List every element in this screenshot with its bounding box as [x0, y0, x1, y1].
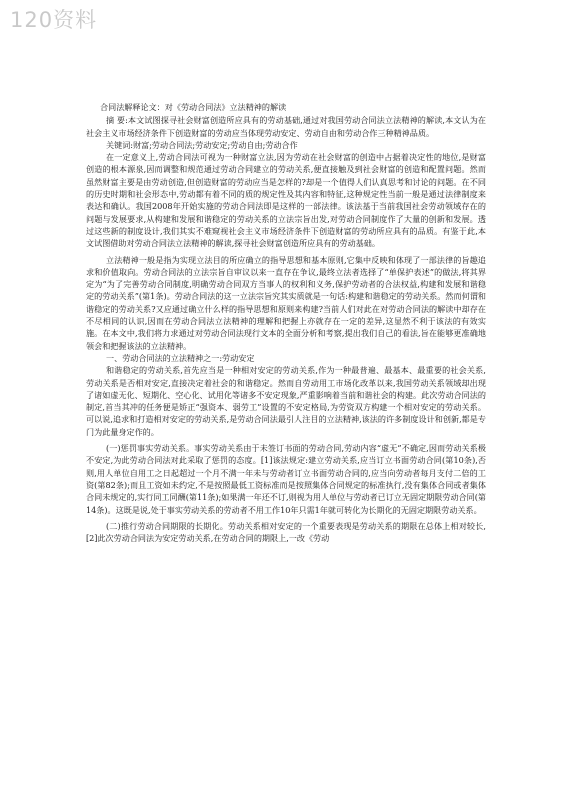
- section-heading: 一、劳动合同法的立法精神之一:劳动安定: [106, 352, 255, 363]
- document-page: [86, 101, 486, 544]
- watermark: 120资料: [10, 8, 98, 32]
- keywords: 关键词:财富;劳动合同法;劳动安定;劳动自由;劳动合作: [106, 139, 298, 150]
- body-paragraph: (二)推行劳动合同期限的长期化。劳动关系相对安定的一个重要表现是劳动关系的期限在总体上相对较长,[2]此次劳动合同法为安定劳动关系,在劳动合同的期限上,一改《劳动: [86, 520, 486, 544]
- article-title: 合同法解释论文：对《劳动合同法》立法精神的解读: [100, 102, 287, 112]
- body-paragraph: 和谐稳定的劳动关系,首先应当是一种相对安定的劳动关系,作为一种最普遍、最基本、最重要的社会关系,劳动关系是否相对安定,直接决定着社会的和谐稳定。然而自劳动用工市场化改革以来,我国劳动关系领域却出现了诸如虚无化、短期化、空心化、试用化等诸多不安定现象,严重影响着当前和谐社会的构建。此次劳动合同法的制定,首当其冲的任务便是矫正“强资本、弱劳工”设置的不安定格局,为劳资双方构建一个相对安定的劳动关系。可以说,追求和打造相对安定的劳动关系,是劳动合同法最引人注目的立法精神,该法的许多制度设计和创新,都是专门为此量身定作的。: [86, 365, 486, 437]
- body-paragraph: 立法精神一般是指为实现立法目的所应确立的指导思想和基本原则,它集中反映和体现了一部法律的旨趣追求和价值取向。劳动合同法的立法宗旨自审议以来一直存在争议,最终立法者选择了“单保护表述”的做法,将其界定为“为了完善劳动合同制度,明确劳动合同双方当事人的权利和义务,保护劳动者的合法权益,构建和发展和谐稳定的劳动关系”(第1条)。劳动合同法的这一立法宗旨究其实质就是一句话:构建和谐稳定的劳动关系。然而何谓和谐稳定的劳动关系?又应通过确立什么样的指导思想和原则来构建?当前人们对此在对劳动合同法的解读中却存在不尽相同的认识,因而在劳动合同法立法精神的理解和把握上亦就存在一定的差异,这显然不利于该法的有效实施。在本文中,我们将力求通过对劳动合同法现行文本的全面分析和考察,提出我们自己的看法,旨在能够更准确地领会和把握该法的立法精神。: [86, 254, 486, 351]
- body-paragraph: (一)惩罚事实劳动关系。事实劳动关系由于未签订书面的劳动合同,劳动内容“虚无”不确定,因而劳动关系极不安定,为此劳动合同法对此采取了惩罚的态度。[1]该法规定:建立劳动关系,应当订立书面劳动合同(第10条),否则,用人单位自用工之日起超过一个月不满一年未与劳动者订立书面劳动合同的,应当向劳动者每月支付二倍的工资(第82条);而且工资如未约定,不是按照最低工资标准而是按照集体合同规定的标准执行,没有集体合同或者集体合同未规定的,实行同工同酬(第11条);如果满一年还不订,则视为用人单位与劳动者已订立无固定期限劳动合同(第14条)。这既是说,处于事实劳动关系的劳动者不用工作10年只需1年就可转化为长期化的无固定期限劳动关系。: [86, 443, 486, 515]
- abstract: 摘 要:本文试图探寻社会财富创造所应具有的劳动基础,通过对我国劳动合同法立法精神的解读,本文认为在社会主义市场经济条件下创造财富的劳动应当体现劳动安定、劳动自由和劳动合作三种精神品质。: [86, 115, 486, 138]
- intro-paragraph: 在一定意义上,劳动合同法可视为一种财富立法,因为劳动在社会财富的创造中占据着决定性的地位,是财富创造的根本源泉,因而调整和规范通过劳动合同建立的劳动关系,便直接触及到社会财富的创造和配置问题。然而虽然财富主要是由劳动创造,但创造财富的劳动应当是怎样的?却是一个值得人们认真思考和讨论的问题。在不同的历史时期和社会形态中,劳动都有着不同的质的规定性及其内容和特征,这种规定性当前一般是通过法律制度来表达和确认。我国2008年开始实施的劳动合同法即是这样的一部法律。该法基于当前我国社会劳动领域存在的问题与发展要求,从构建和发展和谐稳定的劳动关系的立法宗旨出发,对劳动合同制度作了大量的创新和发展。透过这些新的制度设计,我们其实不难窥视社会主义市场经济条件下创造财富的劳动所应具有的品质。有鉴于此,本文试图借助对劳动合同法立法精神的解读,探寻社会财富创造所应具有的劳动基础。: [86, 152, 486, 249]
